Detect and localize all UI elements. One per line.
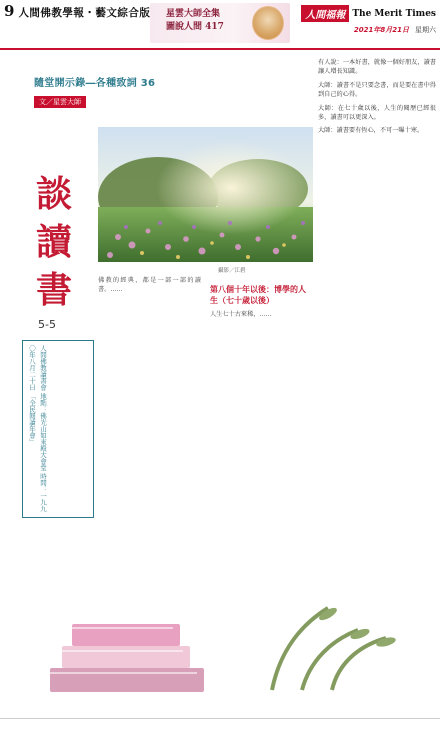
newspaper-logo[interactable] [301,5,436,22]
banner-line-2: 圖說人間 417 [166,22,224,32]
middle-column-a-text: 佛教的經典，都是一部一部的讀書。…… [98,277,201,294]
publisher-note-text: 人間佛教讀書會 地點：佛光山如來殿大會堂 時間：一九九〇年八月二十日 「全民閱讀年會」 [28,345,47,512]
masthead-left [4,2,150,20]
middle-column-b-text: 人生七十古來稀，…… [210,311,272,318]
section-name: 人間佛教學報・藝文綜合版 [18,7,151,19]
issue-date: 2021年8月21日 [353,26,409,34]
author-tag: 文／星雲大師 [34,96,86,108]
logo-chinese: 人間福報 [301,5,349,22]
bottom-rule [0,718,440,719]
banner-line-1: 星雲大師全集 [166,9,221,19]
issue-weekday: 星期六 [415,26,436,34]
column-title: 隨堂開示錄―各種致詞 36 [34,78,156,89]
flower-field-photo [98,127,313,262]
masthead-rule [0,48,440,50]
publisher-note [22,340,94,518]
right-paragraph: 有人說：一本好書，就像一個好朋友，讀書讓人增長知識。 [318,59,436,76]
page-number: 9 [4,2,15,20]
right-paragraph: 大師：讀書不是只要念書，而是要在書中得到自己的心得。 [318,81,436,99]
photo-svg [98,127,313,262]
complete-works-banner[interactable] [150,3,290,43]
right-paragraph: 大師：讀書要有恆心，不可一曝十寒。 [318,127,424,135]
masthead [0,0,440,54]
portrait-image [252,6,284,40]
photo-caption: 攝影／江碧 [218,268,246,274]
right-paragraph: 大師：在七十歲以後，人生的閱歷已經很多，讀書可以更深入。 [318,104,436,122]
banner-text [166,8,224,34]
masthead-right [301,3,436,35]
article-title: 談讀書 [35,173,72,311]
section-heading: 第八個十年以後：博學的人生（七十歲以後） [210,285,306,305]
date-line [301,25,436,35]
part-number: 5-5 [38,318,56,331]
books-illustration [40,560,420,700]
column-header [34,74,155,108]
logo-english: The Merit Times [352,8,436,19]
